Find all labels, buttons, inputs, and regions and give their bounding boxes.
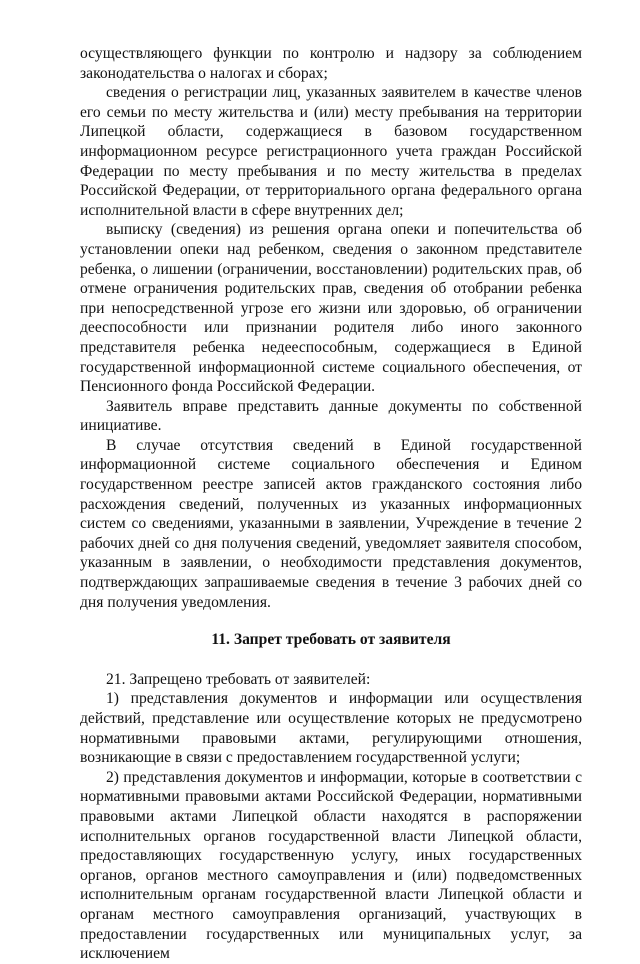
paragraph: Заявитель вправе представить данные документы по собственной инициативе.	[80, 397, 582, 435]
paragraph: 1) представления документов и информации или осуществления действий, представление или осуществление которых не предусмотрено нормативными правовыми актами, регулирующими отношения, возникающие в связи с предоставлением государственной услуги;	[80, 690, 582, 767]
paragraph: 21. Запрещено требовать от заявителей:	[106, 670, 371, 688]
section-heading: 11. Запрет требовать от заявителя	[211, 631, 451, 649]
paragraph: В случае отсутствия сведений в Единой государственной информационной системе социального обеспечения и Едином государственном реестре записей актов гражданского состояния либо расхождения сведений, полученных из указанных информационных систем со сведениями, указанными в заявлении, Учреждение в течение 2 рабочих дней со дня получения сведений, уведомляет заявителя способом, указанным в заявлении, о необходимости представления документов, подтверждающих запрашиваемые сведения в течение 3 рабочих дней со дня получения уведомления.	[80, 436, 582, 611]
document-page	[80, 44, 582, 964]
paragraph: 2) представления документов и информации, которые в соответствии с нормативными правовыми актами Российской Федерации, нормативными правовыми актами Липецкой области находятся в распоряжении исполнительных органов государственной власти Липецкой области, предоставляющих государственную услугу, иных государственных органов, органов местного самоуправления и (или) подведомственных исполнительным органам государственной власти Липецкой области и органам местного самоуправления организаций, участвующих в предоставлении государственных или муниципальных услуг, за исключением	[80, 768, 582, 963]
paragraph: осуществляющего функции по контролю и надзору за соблюдением законодательства о налогах и сборах;	[80, 45, 582, 82]
paragraph: выписку (сведения) из решения органа опеки и попечительства об установлении опеки над ребенком, сведения о законном представителе ребенка, о лишении (ограничении, восстановлении) родительских прав, об отмене ограничения родительских прав, сведения об отобрании ребенка при непосредственной угрозе его жизни или здоровью, об ограничении дееспособности или признании родителя либо иного законного представителя ребенка недееспособным, содержащиеся в Единой государственной информационной системе социального обеспечения, от Пенсионного фонда Российской Федерации.	[80, 221, 582, 396]
paragraph: сведения о регистрации лиц, указанных заявителем в качестве членов его семьи по месту жительства и (или) месту пребывания на территории Липецкой области, содержащиеся в базовом государственном информационном ресурсе регистрационного учета граждан Российской Федерации по месту пребывания и по месту жительства в пределах Российской Федерации, от территориального органа федерального органа исполнительной власти в сфере внутренних дел;	[80, 84, 582, 219]
